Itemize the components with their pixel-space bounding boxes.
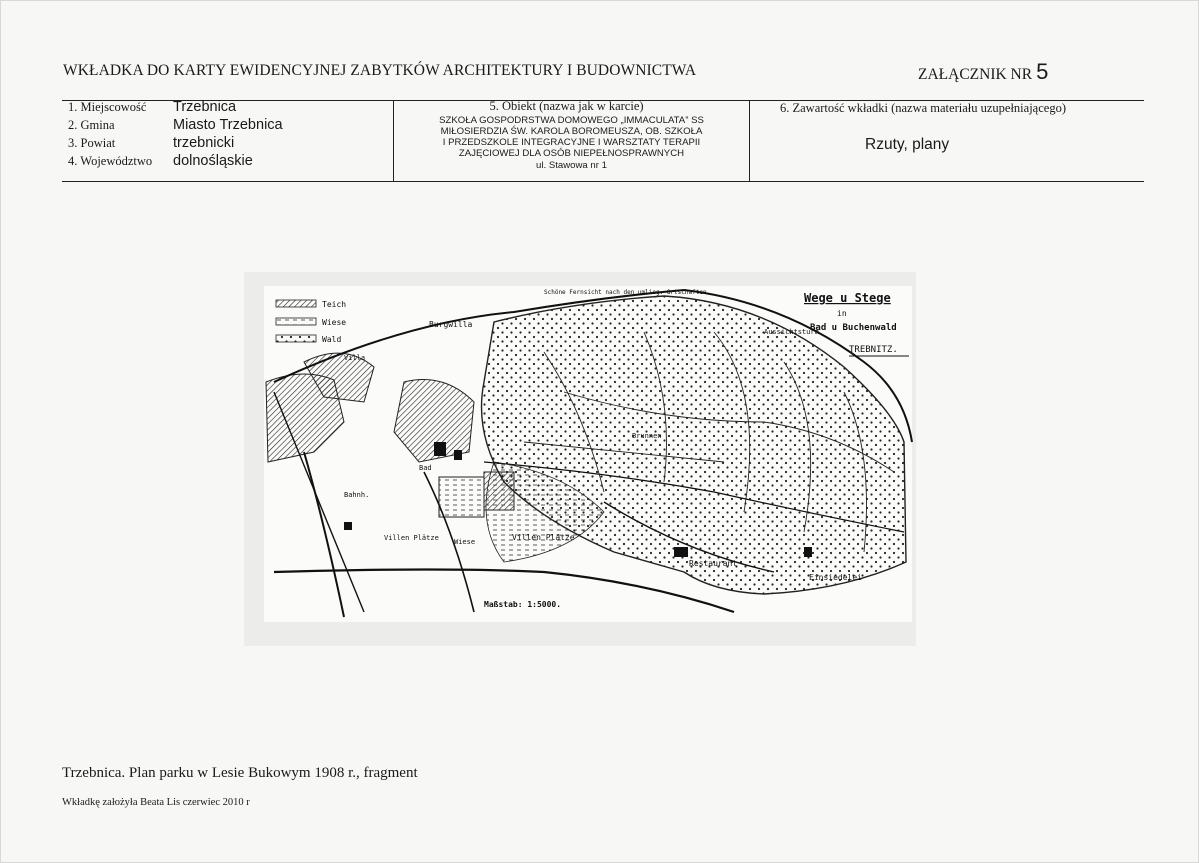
annex-number: 5 bbox=[1036, 59, 1049, 84]
legend-forest-label: Wald bbox=[322, 335, 342, 344]
document-title: WKŁADKA DO KARTY EWIDENCYJNEJ ZABYTKÓW ARCHITEKTURY I BUDOWNICTWA bbox=[63, 62, 697, 79]
content-value: Rzuty, plany bbox=[865, 136, 950, 153]
commune-row bbox=[68, 117, 283, 135]
annex-label-text: ZAŁĄCZNIK NR bbox=[918, 66, 1033, 83]
object-name bbox=[394, 115, 749, 159]
content-field bbox=[780, 99, 1130, 153]
location-label: 1. Miejscowość bbox=[68, 100, 147, 114]
map-label: Villen Plätze bbox=[512, 533, 575, 542]
voivodeship-row bbox=[68, 153, 283, 171]
map-title-place: Bad u Buchenwald bbox=[810, 323, 897, 333]
voivodeship-label: 4. Województwo bbox=[68, 154, 153, 168]
object-name-line: SZKOŁA GOSPODRSTWA DOMOWEGO „IMMACULATA” SS bbox=[439, 115, 704, 126]
location-value: Trzebnica bbox=[173, 99, 237, 115]
object-name-line: I PRZEDSZKOLE INTEGRACYJNE I WARSZTATY TERAPII bbox=[442, 137, 701, 148]
commune-value: Miasto Trzebnica bbox=[173, 117, 283, 133]
location-fields bbox=[68, 99, 283, 171]
voivodeship-value: dolnośląskie bbox=[173, 153, 253, 169]
map-label: Bad bbox=[419, 464, 432, 472]
map-label: Burgwilla bbox=[429, 320, 473, 329]
content-label: 6. Zawartość wkładki (nazwa materiału uzupełniającego) bbox=[780, 101, 1066, 115]
legend-pond-label: Teich bbox=[322, 300, 347, 309]
object-name-line: MIŁOSIERDZIA ŚW. KAROLA BOROMEUSZA, OB. SZKOŁA bbox=[440, 126, 703, 137]
historical-park-map bbox=[244, 272, 916, 646]
table-bottom-rule bbox=[62, 181, 1144, 182]
map-label: Brunnen bbox=[632, 432, 662, 440]
map-title-town: TREBNITZ. bbox=[849, 345, 898, 355]
map-label: Villa bbox=[344, 354, 366, 362]
map-label: Einsiedelei bbox=[809, 573, 862, 582]
map-title: Wege u Stege bbox=[804, 291, 891, 305]
author-note: Wkładkę założyła Beata Lis czerwiec 2010 r bbox=[62, 797, 250, 808]
object-name-line: ZAJĘCIOWEJ DLA OSÓB NIEPEŁNOSPRAWNYCH bbox=[458, 148, 685, 159]
map-label: Aussichtsturm bbox=[764, 328, 819, 336]
map-scale: Maßstab: 1:5000. bbox=[484, 600, 562, 609]
map-title-in: in bbox=[837, 309, 847, 318]
annex-label bbox=[918, 59, 1048, 85]
commune-label: 2. Gmina bbox=[68, 118, 115, 132]
map-label: Restaurant bbox=[689, 559, 738, 568]
object-field bbox=[394, 99, 749, 171]
column-divider bbox=[749, 100, 750, 182]
map-drawing bbox=[244, 272, 916, 646]
map-label: Villen Plätze bbox=[384, 534, 439, 542]
object-label: 5. Obiekt (nazwa jak w karcie) bbox=[489, 99, 644, 113]
map-label: Wiese bbox=[454, 538, 476, 546]
object-address: ul. Stawowa nr 1 bbox=[536, 160, 607, 171]
location-row bbox=[68, 99, 283, 117]
map-caption: Trzebnica. Plan parku w Lesie Bukowym 1908 r., fragment bbox=[62, 765, 418, 781]
map-label: Schöne Fernsicht nach den umlieg. Ortschaften bbox=[544, 289, 707, 296]
legend-meadow-label: Wiese bbox=[322, 318, 347, 327]
district-label: 3. Powiat bbox=[68, 136, 116, 150]
district-row bbox=[68, 135, 283, 153]
district-value: trzebnicki bbox=[173, 135, 235, 151]
map-label: Bahnh. bbox=[344, 491, 370, 499]
